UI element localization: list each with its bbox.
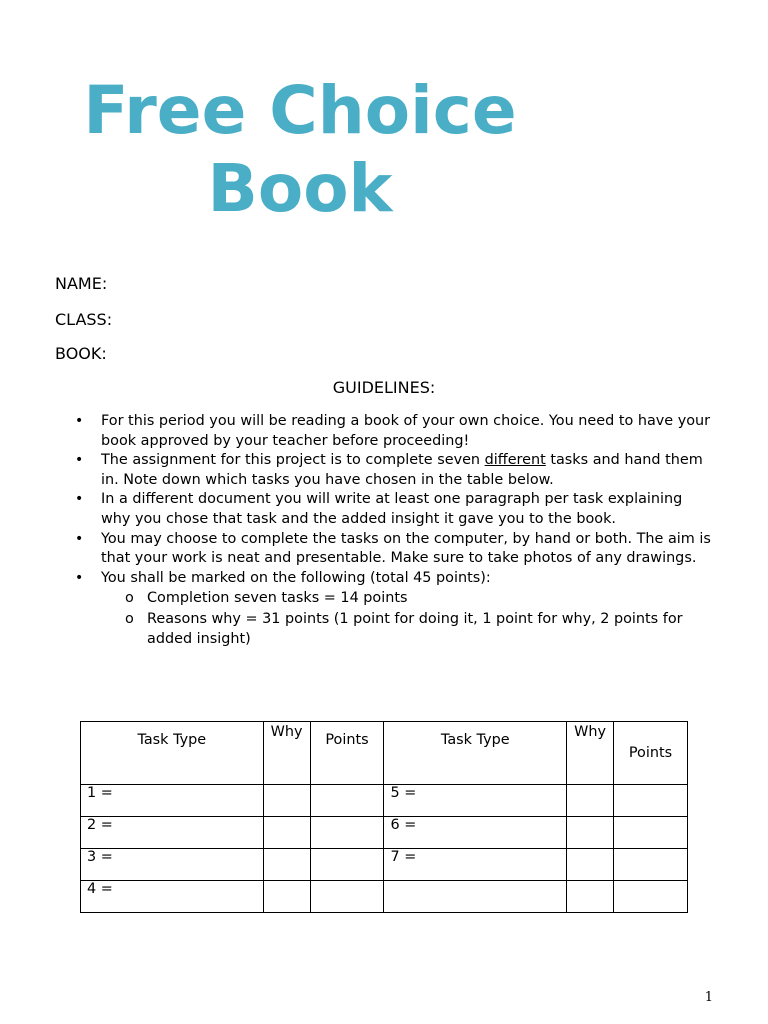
- task-cell[interactable]: 2 =: [81, 817, 264, 849]
- points-cell[interactable]: [614, 785, 688, 817]
- why-cell[interactable]: [263, 881, 310, 913]
- task-cell[interactable]: 6 =: [384, 817, 567, 849]
- points-cell[interactable]: [310, 817, 384, 849]
- why-cell[interactable]: [263, 817, 310, 849]
- table-row: [81, 849, 688, 881]
- header-why: Why: [263, 722, 310, 785]
- marking-subitem: [125, 610, 715, 649]
- why-cell[interactable]: [567, 849, 614, 881]
- task-cell[interactable]: [384, 881, 567, 913]
- guideline-text: You shall be marked on the following (total 45 points):: [101, 569, 491, 586]
- guideline-underlined-word: different: [484, 452, 546, 469]
- title-line-1: Free Choice: [83, 72, 517, 149]
- why-cell[interactable]: [567, 817, 614, 849]
- guideline-item: [75, 530, 715, 569]
- task-cell[interactable]: 1 =: [81, 785, 264, 817]
- marking-subitem: [125, 589, 715, 609]
- task-cell[interactable]: 3 =: [81, 849, 264, 881]
- sub-bullet-marker: o: [125, 610, 134, 627]
- title-line-2: Book: [207, 150, 393, 227]
- points-cell[interactable]: [310, 849, 384, 881]
- why-cell[interactable]: [263, 849, 310, 881]
- header-points: Points: [310, 722, 384, 785]
- table-row: [81, 817, 688, 849]
- guideline-text-after: tasks and hand them in. Note down which tasks you have chosen in the table below.: [101, 452, 703, 488]
- document-title: [60, 72, 540, 228]
- points-cell[interactable]: [310, 785, 384, 817]
- header-why: Why: [567, 722, 614, 785]
- guideline-item: [75, 490, 715, 529]
- marking-subitem-text: Completion seven tasks = 14 points: [147, 590, 408, 607]
- guideline-item: [75, 569, 715, 649]
- header-task-type: Task Type: [81, 722, 264, 785]
- page-number: 1: [704, 990, 713, 1005]
- guideline-text-before: The assignment for this project is to complete seven: [101, 452, 485, 469]
- marking-subitem-text: Reasons why = 31 points (1 point for doing it, 1 point for why, 2 points for added insight): [147, 610, 683, 647]
- task-cell[interactable]: 5 =: [384, 785, 567, 817]
- task-table: [80, 721, 688, 913]
- guideline-item: [75, 451, 715, 490]
- table-row: [81, 881, 688, 913]
- table-row: [81, 785, 688, 817]
- task-table-header-row: [81, 722, 688, 785]
- header-points: Points: [614, 722, 688, 785]
- why-cell[interactable]: [263, 785, 310, 817]
- name-field-label: NAME:: [55, 274, 108, 293]
- guidelines-list: [75, 412, 715, 649]
- guideline-text: You may choose to complete the tasks on the computer, by hand or both. The aim is that your work is neat and presentable. Make sure to take photos of any drawings.: [101, 530, 711, 567]
- why-cell[interactable]: [567, 881, 614, 913]
- points-cell[interactable]: [614, 849, 688, 881]
- why-cell[interactable]: [567, 785, 614, 817]
- task-cell[interactable]: 4 =: [81, 881, 264, 913]
- book-field-label: BOOK:: [55, 344, 107, 363]
- guideline-item: [75, 412, 715, 451]
- points-cell[interactable]: [614, 817, 688, 849]
- sub-bullet-marker: o: [125, 590, 134, 607]
- guidelines-heading: GUIDELINES:: [332, 378, 436, 397]
- guideline-text: In a different document you will write at least one paragraph per task explaining why you chose that task and the added insight it gave you to the book.: [101, 491, 683, 527]
- points-cell[interactable]: [614, 881, 688, 913]
- guideline-text: For this period you will be reading a book of your own choice. You need to have your book approved by your teacher before proceeding!: [101, 413, 711, 449]
- marking-sublist: [125, 589, 715, 649]
- header-task-type: Task Type: [384, 722, 567, 785]
- class-field-label: CLASS:: [55, 310, 113, 329]
- task-cell[interactable]: 7 =: [384, 849, 567, 881]
- points-cell[interactable]: [310, 881, 384, 913]
